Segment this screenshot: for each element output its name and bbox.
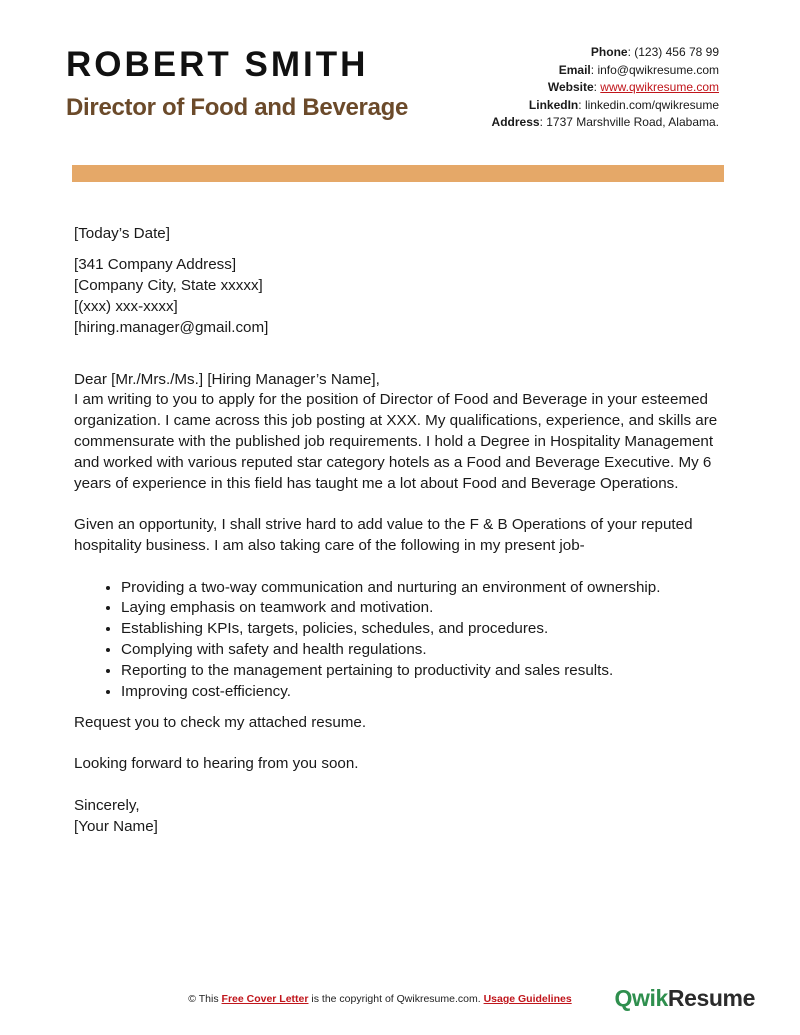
email-value: info@qwikresume.com (597, 62, 719, 77)
address-value: 1737 Marshville Road, Alabama. (546, 115, 719, 129)
free-cover-letter-link[interactable]: Free Cover Letter (221, 993, 309, 1005)
contact-address: Address: 1737 Marshville Road, Alabama. (491, 115, 719, 129)
accent-divider (72, 165, 724, 182)
email-label: Email (558, 62, 591, 77)
signoff: Sincerely, (74, 796, 140, 814)
list-item: • Establishing KPIs, targets, policies, schedules, and procedures. (121, 619, 734, 640)
list-item: • Complying with safety and health regulations. (121, 640, 734, 661)
request-line: Request you to check my attached resume. (74, 713, 367, 731)
contact-linkedin: LinkedIn: linkedin.com/qwikresume (528, 97, 719, 112)
list-item: • Laying emphasis on teamwork and motivation. (121, 598, 734, 619)
list-item: • Reporting to the management pertaining to productivity and sales results. (121, 661, 734, 682)
job-title: Director of Food and Beverage (66, 94, 409, 121)
salutation: Dear [Mr./Mrs./Ms.] [Hiring Manager’s Name], (74, 370, 380, 388)
list-item: • Improving cost-efficiency. (121, 682, 734, 703)
logo-text-qwik: Qwik (614, 985, 668, 1011)
phone-label: Phone (590, 45, 628, 59)
contact-website: Website: www.qwikresume.com (547, 80, 719, 94)
paragraph-opportunity: Given an opportunity, I shall strive hard to add value to the F & B Operations of your reputed hospitality business. I am also taking care of the following in my present job- (74, 516, 693, 554)
footer-prefix: © This (188, 993, 219, 1005)
qwikresume-logo (615, 985, 755, 1012)
list-item: • Providing a two-way communication and nurturing an environment of ownership. (121, 578, 734, 599)
duties-list (74, 578, 734, 703)
recipient-address: [341 Company Address] (74, 256, 237, 274)
address-label: Address (491, 115, 540, 129)
letter-body (74, 224, 734, 837)
linkedin-label: LinkedIn (528, 97, 579, 112)
letter-date: [Today’s Date] (74, 225, 170, 242)
contact-email: Email: info@qwikresume.com (558, 62, 719, 77)
recipient-city: [Company City, State xxxxx] (74, 276, 263, 294)
linkedin-value: linkedin.com/qwikresume (584, 97, 719, 112)
contact-block (492, 44, 719, 132)
website-link[interactable]: www.qwikresume.com (600, 80, 719, 94)
closing-line: Looking forward to hearing from you soon. (74, 755, 359, 773)
contact-phone: Phone: (123) 456 78 99 (590, 45, 719, 59)
website-label: Website (547, 80, 594, 94)
signature: [Your Name] (74, 817, 158, 835)
phone-value: (123) 456 78 99 (634, 45, 719, 59)
candidate-name: ROBERT SMITH (66, 45, 369, 84)
logo-text-resume: Resume (667, 985, 755, 1011)
paragraph-intro: I am writing to you to apply for the position of Director of Food and Beverage in your esteemed organization. I came across this job posting at XXX. My qualifications, experience, and skills are commensurate with the published job requirements. I hold a Degree in Hospitality Management and worked with various reputed star category hotels as a Food and Beverage Executive. My 6 years of experience in this field has taught me a lot about Food and Beverage Operations. (74, 391, 718, 492)
recipient-phone: [(xxx) xxx-xxxx] (74, 297, 178, 315)
usage-guidelines-link[interactable]: Usage Guidelines (483, 993, 572, 1005)
footer-middle: is the copyright of Qwikresume.com. (311, 993, 481, 1005)
recipient-email: [hiring.manager@gmail.com] (74, 318, 269, 336)
